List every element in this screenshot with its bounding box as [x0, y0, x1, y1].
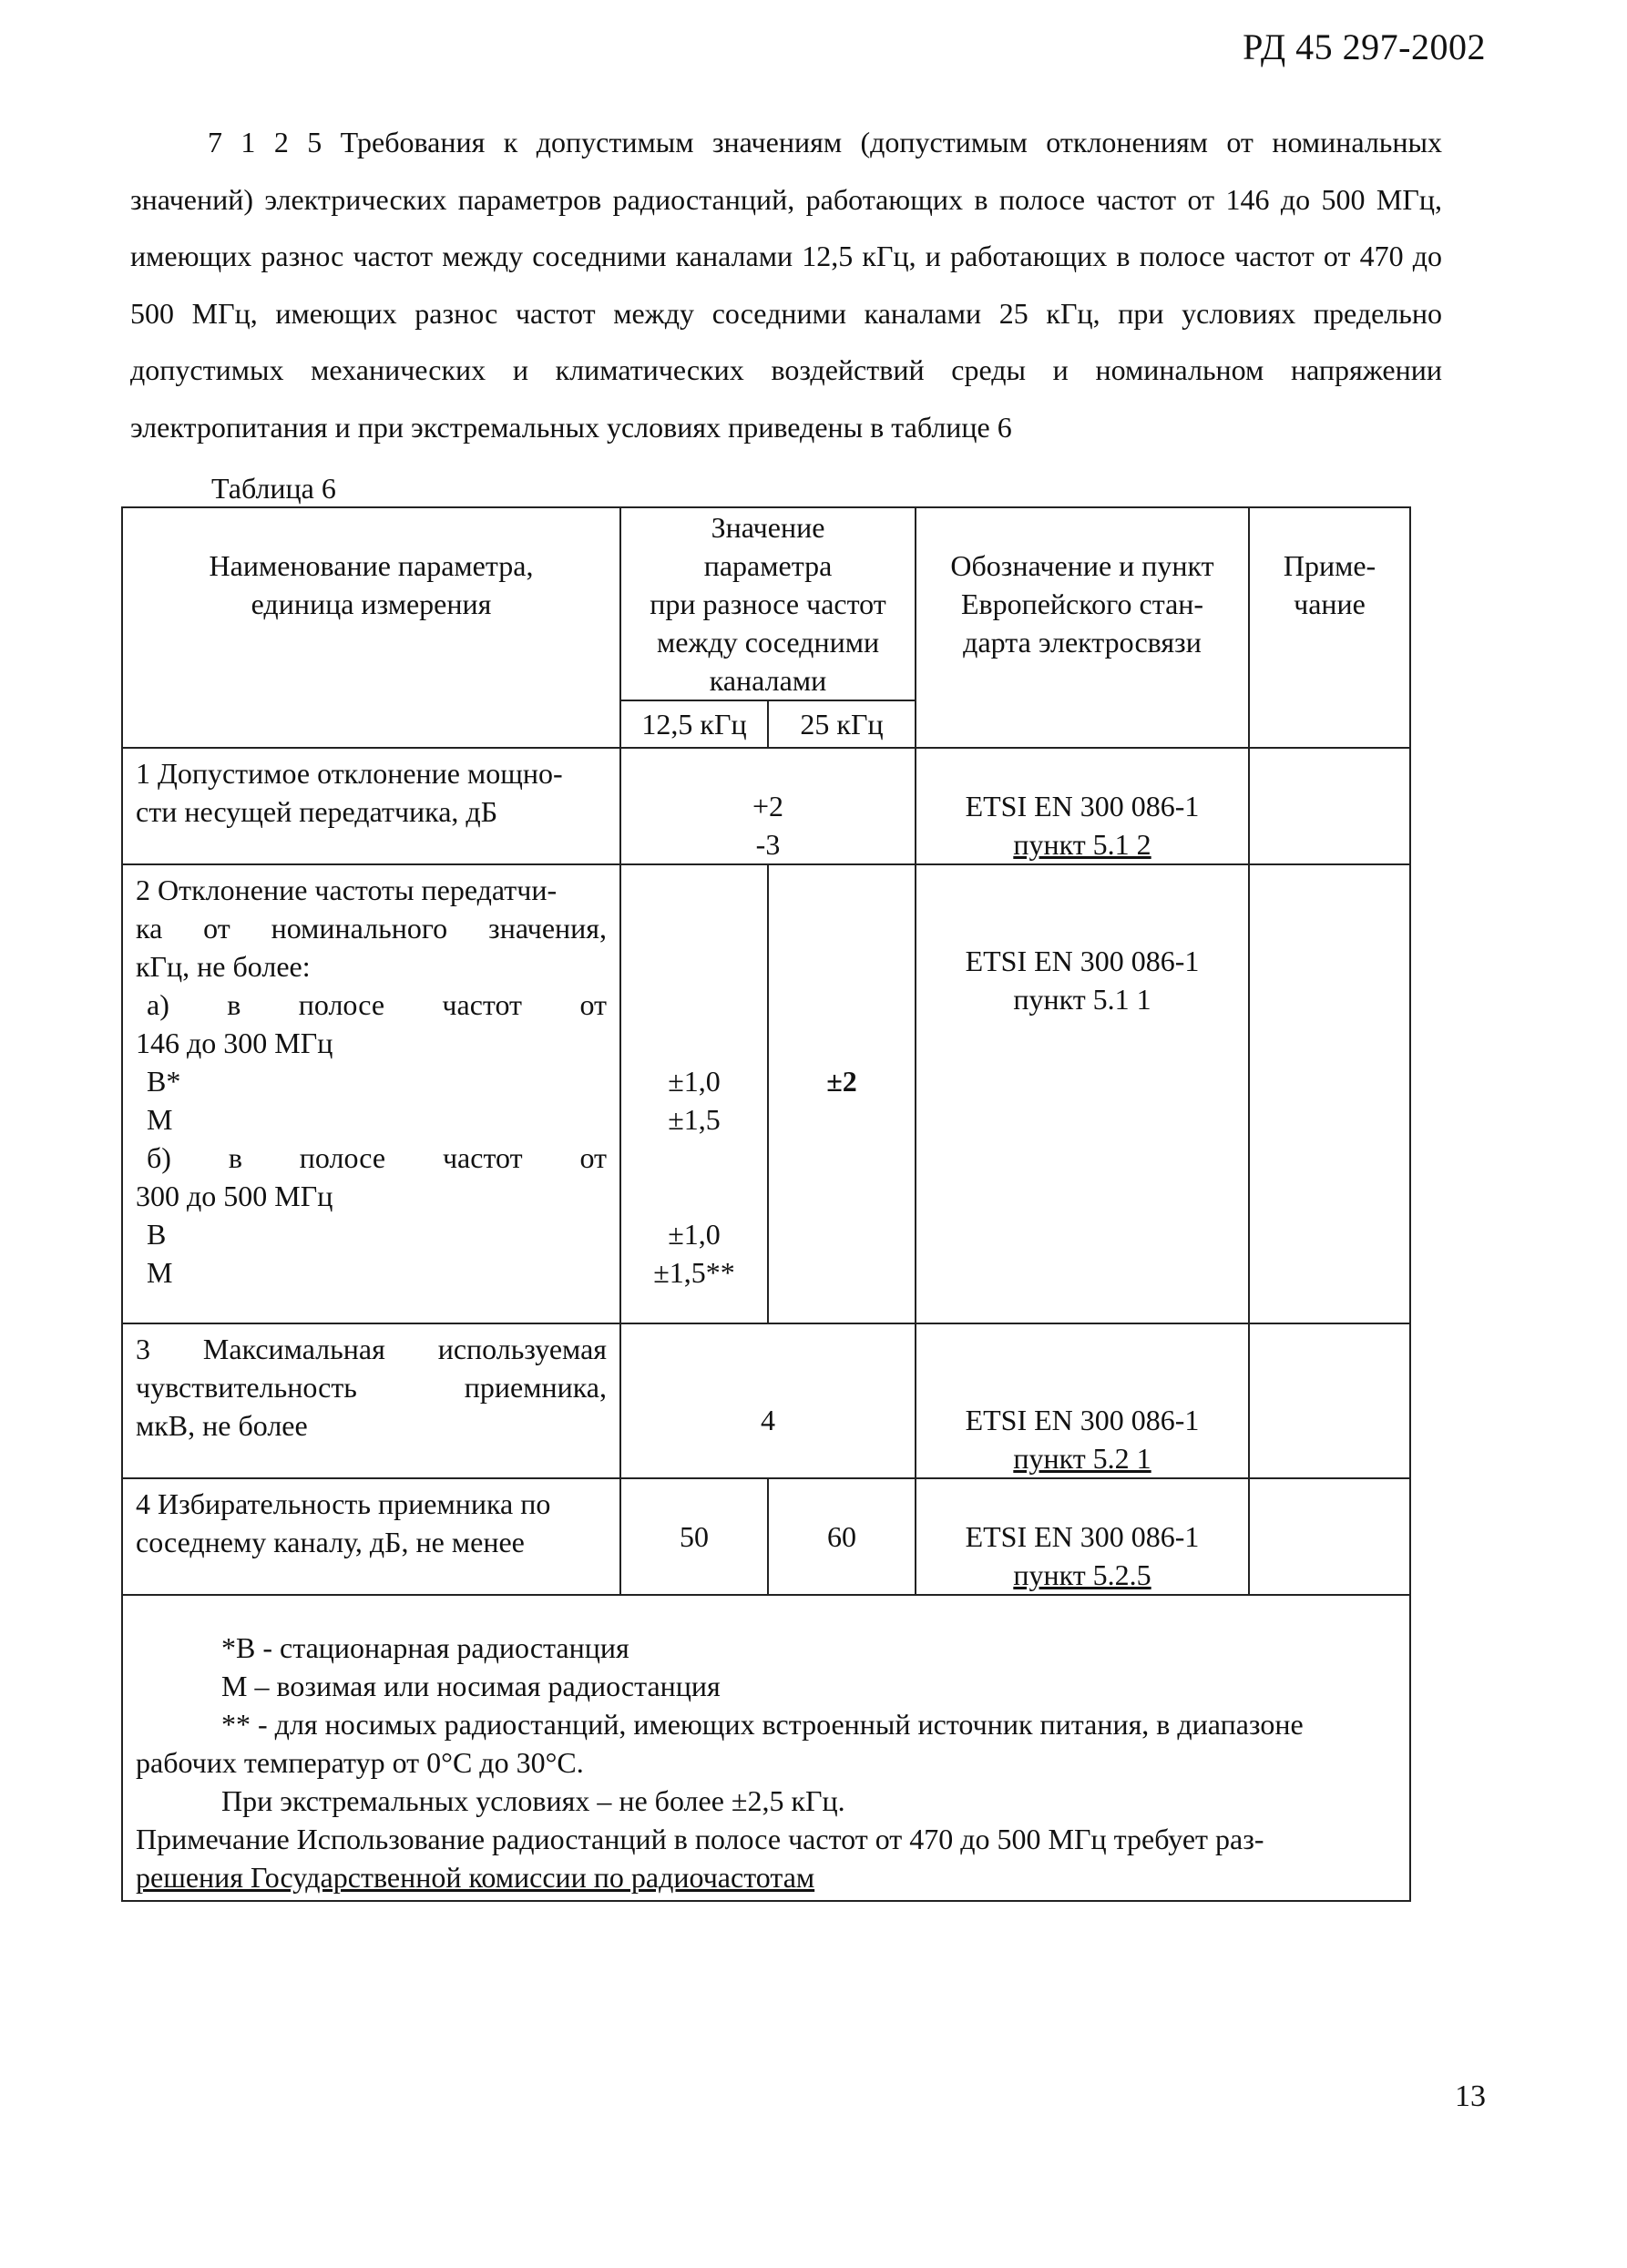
row-3-standard: ETSI EN 300 086-1 пункт 5.2 1: [916, 1323, 1249, 1478]
row-4-name: 4 Избирательность приемника по соседнему каналу, дБ, не менее: [122, 1478, 620, 1595]
row-4-note: [1249, 1478, 1410, 1595]
header-note: Приме- чание: [1249, 507, 1410, 748]
document-code: РД 45 297-2002: [1243, 26, 1486, 67]
parameters-table: [121, 506, 1411, 1902]
row-2-value-12-5: ±1,0 ±1,5 ±1,0 ±1,5**: [620, 864, 768, 1323]
row-3-value: 4: [620, 1323, 916, 1478]
row-1-note: [1249, 748, 1410, 864]
row-2-note: [1249, 864, 1410, 1323]
table-caption: Таблица 6: [211, 472, 336, 505]
row-2-standard: ETSI EN 300 086-1 пункт 5.1 1: [916, 864, 1249, 1323]
header-spacing-12-5: 12,5 кГц: [620, 700, 768, 748]
header-parameter-name: Наименование параметра, единица измерения: [122, 507, 620, 748]
row-2-value-25: ±2: [768, 864, 916, 1323]
table-row: [122, 864, 1410, 1323]
row-1-name: 1 Допустимое отклонение мощно- сти несущей передатчика, дБ: [122, 748, 620, 864]
row-4-value-25: 60: [768, 1478, 916, 1595]
note-double-asterisk-continued: рабочих температур от 0°С до 30°С.: [136, 1746, 584, 1779]
note-remark: Примечание Использование радиостанций в полосе частот от 470 до 500 МГц требует раз-: [136, 1823, 1264, 1855]
intro-paragraph-block: [130, 114, 1442, 455]
row-1-value: +2 -3: [620, 748, 916, 864]
table-header-row: [122, 507, 1410, 700]
note-mobile: М – возимая или носимая радиостанция: [221, 1670, 721, 1702]
header-standard: Обозначение и пункт Европейского стан- дарта электросвязи: [916, 507, 1249, 748]
note-remark-continued: решения Государственной комиссии по радиочастотам: [136, 1861, 815, 1894]
page-number: 13: [1455, 2079, 1486, 2113]
table-notes-row: [122, 1595, 1410, 1901]
note-extreme-conditions: При экстремальных условиях – не более ±2,5 кГц.: [221, 1784, 845, 1817]
row-3-note: [1249, 1323, 1410, 1478]
row-3-name: 3 Максимальная используемая чувствительность приемника, мкВ, не более: [122, 1323, 620, 1478]
table-row: [122, 1478, 1410, 1595]
table-notes: [122, 1595, 1410, 1901]
row-1-standard: ETSI EN 300 086-1 пункт 5.1 2: [916, 748, 1249, 864]
header-value: Значение параметра при разносе частот между соседними каналами: [620, 507, 916, 700]
note-double-asterisk: ** - для носимых радиостанций, имеющих встроенный источник питания, в диапазоне: [221, 1708, 1304, 1741]
note-stationary: *В - стационарная радиостанция: [221, 1631, 629, 1664]
table-row: [122, 748, 1410, 864]
row-4-standard: ETSI EN 300 086-1 пункт 5.2.5: [916, 1478, 1249, 1595]
intro-paragraph: 7 1 2 5 Требования к допустимым значениям (допустимым отклонениям от номинальных значений) электрических параметров радиостанций, работающих в полосе частот от 146 до 500 МГц, имеющих разнос частот между соседними каналами 12,5 кГц, и работающих в полосе частот от 470 до 500 МГц, имеющих разнос частот между соседними каналами 25 кГц, при условиях предельно допустимых механических и климатических воздействий среды и номинальном напряжении электропитания и при экстремальных условиях приведены в таблице 6: [130, 126, 1442, 444]
row-2-name: 2 Отклонение частоты передатчи- ка от номинального значения, кГц, не более: а) в полосе частот от 146 до 300 МГц В* М б) в полосе частот от 300 до 500 МГц В М: [122, 864, 620, 1323]
table-row: [122, 1323, 1410, 1478]
header-spacing-25: 25 кГц: [768, 700, 916, 748]
row-4-value-12-5: 50: [620, 1478, 768, 1595]
